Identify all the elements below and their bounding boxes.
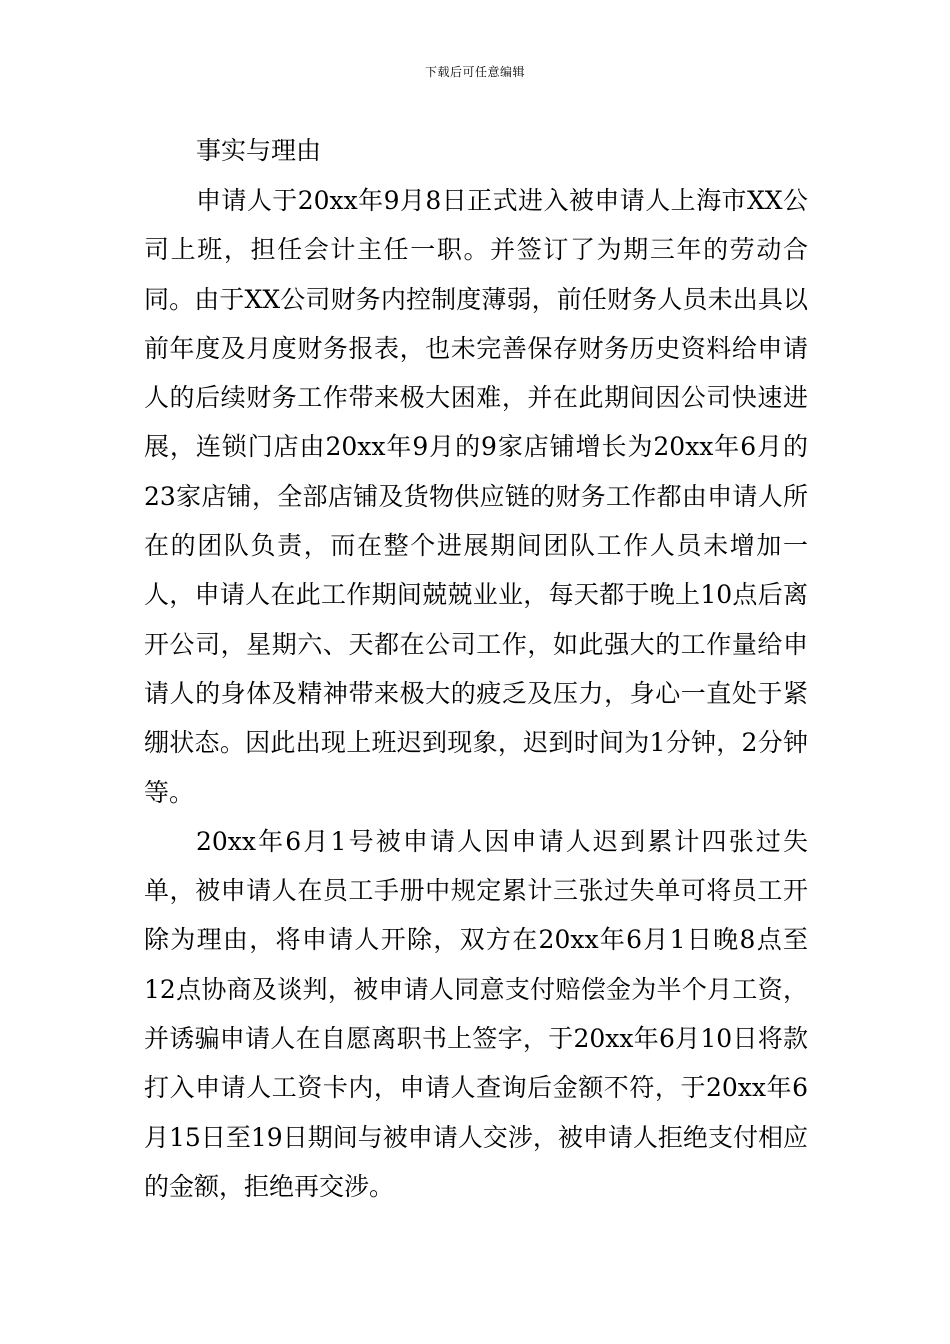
paragraph-facts: 申请人于20xx年9月8日正式进入被申请人上海市XX公司上班，担任会计主任一职。并签订了为期三年的劳动合同。由于XX公司财务内控制度薄弱，前任财务人员未出具以前年度及月度财务报表，也未完善保存财务历史资料给申请人的后续财务工作带来极大困难，并在此期间因公司快速进展，连锁门店由20xx年9月的9家店铺增长为20xx年6月的23家店铺，全部店铺及货物供应链的财务工作都由申请人所在的团队负责，而在整个进展期间团队工作人员未增加一人，申请人在此工作期间兢兢业业，每天都于晚上10点后离开公司，星期六、天都在公司工作，如此强大的工作量给申请人的身体及精神带来极大的疲乏及压力，身心一直处于紧绷状态。因此出现上班迟到现象，迟到时间为1分钟，2分钟等。 — [144, 186, 808, 807]
paragraph-dismissal: 20xx年6月1号被申请人因申请人迟到累计四张过失单，被申请人在员工手册中规定累计三张过失单可将员工开除为理由，将申请人开除，双方在20xx年6月1日晚8点至12点协商及谈判，被申请人同意支付赔偿金为半个月工资，并诱骗申请人在自愿离职书上签字，于20xx年6月10日将款打入申请人工资卡内，申请人查询后金额不符，于20xx年6月15日至19日期间与被申请人交涉，被申请人拒绝支付相应的金额，拒绝再交涉。 — [144, 826, 808, 1201]
document-body — [144, 126, 808, 1211]
download-note: 下载后可任意编辑 — [424, 65, 525, 79]
section-heading: 事实与理由 — [196, 136, 322, 165]
